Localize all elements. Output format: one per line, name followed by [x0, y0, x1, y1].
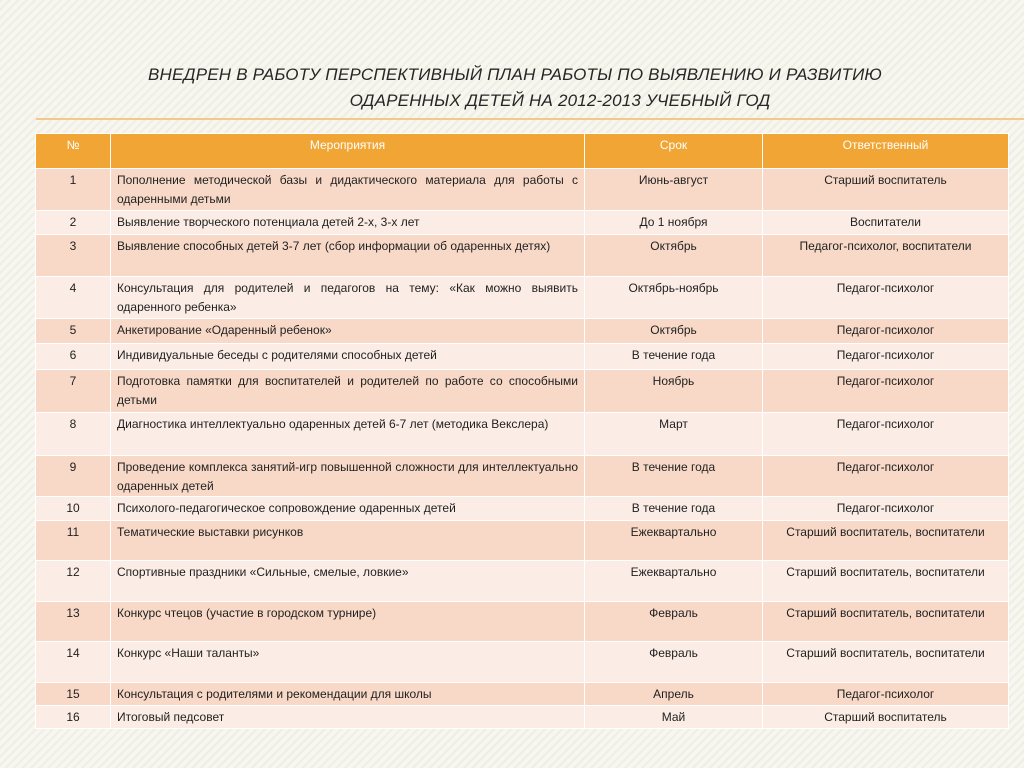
header-term: Срок — [585, 134, 763, 169]
table-row — [36, 235, 1009, 277]
cell-event: Консультация с родителями и рекомендации для школы — [111, 683, 585, 706]
table-row — [36, 456, 1009, 497]
cell-responsible: Старший воспитатель — [763, 169, 1009, 211]
table-row — [36, 413, 1009, 456]
cell-term: Март — [585, 413, 763, 456]
cell-term: Апрель — [585, 683, 763, 706]
cell-event: Психолого-педагогическое сопровождение одаренных детей — [111, 497, 585, 521]
cell-responsible: Педагог-психолог — [763, 344, 1009, 370]
cell-term: Ноябрь — [585, 370, 763, 413]
cell-responsible: Старший воспитатель, воспитатели — [763, 521, 1009, 561]
header-number: № — [36, 134, 111, 169]
cell-event: Проведение комплекса занятий-игр повышенной сложности для интеллектуально одаренных детей — [111, 456, 585, 497]
cell-term: В течение года — [585, 456, 763, 497]
cell-event: Выявление способных детей 3-7 лет (сбор информации об одаренных детях) — [111, 235, 585, 277]
cell-responsible: Педагог-психолог — [763, 456, 1009, 497]
table-row — [36, 642, 1009, 683]
table-row — [36, 683, 1009, 706]
cell-number: 10 — [36, 497, 111, 521]
cell-event: Консультация для родителей и педагогов на тему: «Как можно выявить одаренного ребенка» — [111, 277, 585, 319]
cell-term: В течение года — [585, 344, 763, 370]
table-body — [36, 169, 1009, 729]
cell-event: Конкурс «Наши таланты» — [111, 642, 585, 683]
header-responsible: Ответственный — [763, 134, 1009, 169]
cell-event: Конкурс чтецов (участие в городском турнире) — [111, 602, 585, 642]
cell-number: 16 — [36, 706, 111, 729]
cell-responsible: Педагог-психолог — [763, 497, 1009, 521]
cell-term: Февраль — [585, 642, 763, 683]
cell-number: 12 — [36, 561, 111, 602]
table-row — [36, 521, 1009, 561]
cell-number: 3 — [36, 235, 111, 277]
title-line-2: ОДАРЕННЫХ ДЕТЕЙ НА 2012-2013 УЧЕБНЫЙ ГОД — [349, 91, 771, 110]
cell-term: В течение года — [585, 497, 763, 521]
table-row — [36, 277, 1009, 319]
title-divider — [36, 118, 1024, 120]
cell-event: Спортивные праздники «Сильные, смелые, ловкие» — [111, 561, 585, 602]
table-row — [36, 706, 1009, 729]
table-row — [36, 344, 1009, 370]
cell-number: 11 — [36, 521, 111, 561]
cell-responsible: Старший воспитатель, воспитатели — [763, 561, 1009, 602]
cell-responsible: Педагог-психолог — [763, 277, 1009, 319]
cell-number: 4 — [36, 277, 111, 319]
cell-event: Подготовка памятки для воспитателей и родителей по работе со способными детьми — [111, 370, 585, 413]
cell-number: 9 — [36, 456, 111, 497]
cell-event: Индивидуальные беседы с родителями способных детей — [111, 344, 585, 370]
cell-responsible: Педагог-психолог, воспитатели — [763, 235, 1009, 277]
cell-event: Диагностика интеллектуально одаренных детей 6-7 лет (методика Векслера) — [111, 413, 585, 456]
cell-event: Пополнение методической базы и дидактического материала для работы с одаренными детьми — [111, 169, 585, 211]
table-row — [36, 602, 1009, 642]
cell-number: 8 — [36, 413, 111, 456]
cell-term: Октябрь-ноябрь — [585, 277, 763, 319]
plan-table-container — [35, 133, 1008, 729]
cell-number: 15 — [36, 683, 111, 706]
cell-number: 13 — [36, 602, 111, 642]
cell-responsible: Старший воспитатель, воспитатели — [763, 602, 1009, 642]
cell-number: 7 — [36, 370, 111, 413]
cell-responsible: Старший воспитатель — [763, 706, 1009, 729]
cell-event: Выявление творческого потенциала детей 2-х, 3-х лет — [111, 211, 585, 235]
header-event: Мероприятия — [111, 134, 585, 169]
table-row — [36, 561, 1009, 602]
cell-event: Анкетирование «Одаренный ребенок» — [111, 319, 585, 344]
cell-term: Октябрь — [585, 319, 763, 344]
cell-event: Тематические выставки рисунков — [111, 521, 585, 561]
cell-number: 14 — [36, 642, 111, 683]
table-row — [36, 497, 1009, 521]
cell-responsible: Педагог-психолог — [763, 413, 1009, 456]
cell-responsible: Воспитатели — [763, 211, 1009, 235]
cell-term: Май — [585, 706, 763, 729]
cell-term: Июнь-август — [585, 169, 763, 211]
cell-number: 1 — [36, 169, 111, 211]
plan-table — [35, 133, 1009, 729]
cell-term: Ежеквартально — [585, 561, 763, 602]
cell-responsible: Педагог-психолог — [763, 683, 1009, 706]
cell-term: Октябрь — [585, 235, 763, 277]
table-row — [36, 319, 1009, 344]
cell-responsible: Педагог-психолог — [763, 370, 1009, 413]
cell-responsible: Старший воспитатель, воспитатели — [763, 642, 1009, 683]
cell-responsible: Педагог-психолог — [763, 319, 1009, 344]
cell-number: 2 — [36, 211, 111, 235]
table-row — [36, 211, 1009, 235]
cell-term: До 1 ноября — [585, 211, 763, 235]
title-line-1: ВНЕДРЕН В РАБОТУ ПЕРСПЕКТИВНЫЙ ПЛАН РАБОТЫ ПО ВЫЯВЛЕНИЮ И РАЗВИТИЮ — [148, 65, 883, 84]
cell-event: Итоговый педсовет — [111, 706, 585, 729]
cell-term: Ежеквартально — [585, 521, 763, 561]
cell-term: Февраль — [585, 602, 763, 642]
table-row — [36, 169, 1009, 211]
cell-number: 6 — [36, 344, 111, 370]
table-header-row — [36, 134, 1009, 169]
page-title — [130, 62, 910, 114]
cell-number: 5 — [36, 319, 111, 344]
table-row — [36, 370, 1009, 413]
